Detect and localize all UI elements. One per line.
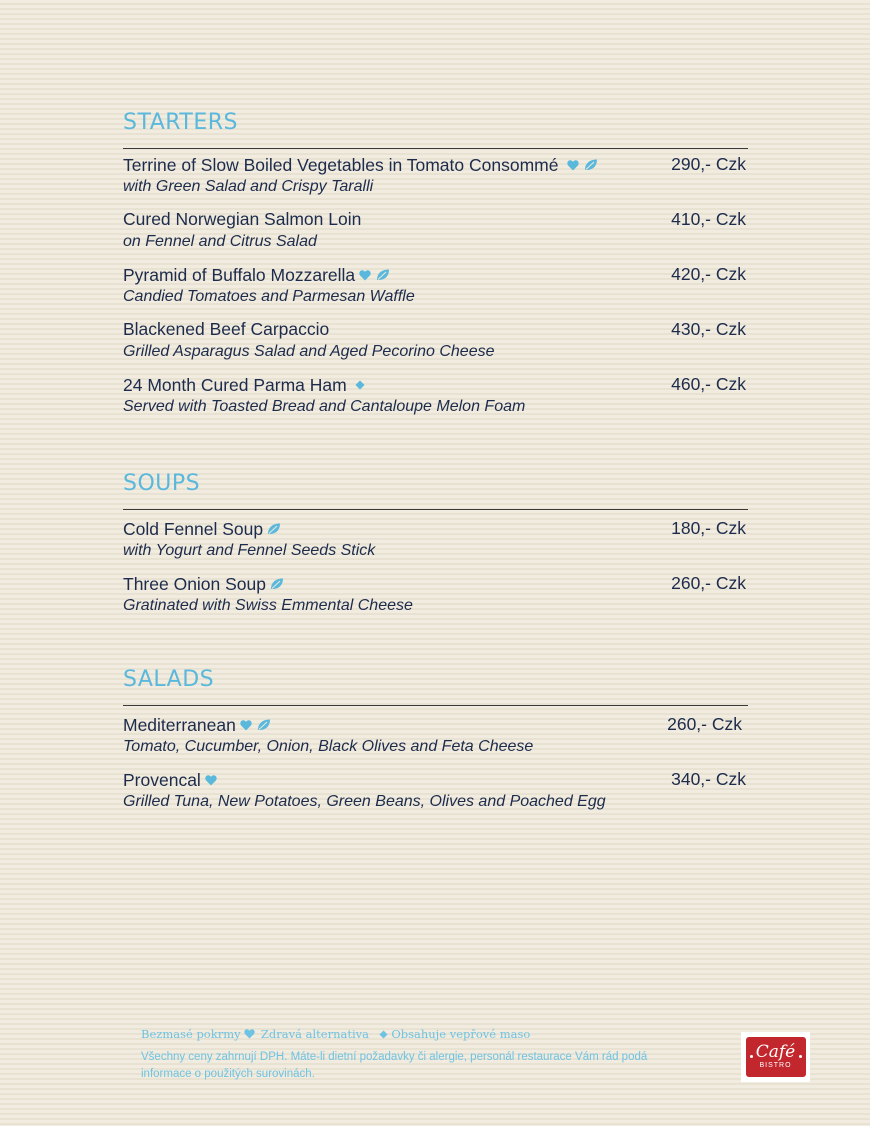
item-price: 260,- Czk (667, 714, 742, 734)
item-name-row (123, 373, 365, 396)
item-price: 340,- Czk (671, 769, 746, 789)
item-description: Candied Tomatoes and Parmesan Waffle (123, 288, 415, 305)
leaf-icon (267, 523, 281, 535)
item-name: Mediterranean (123, 715, 236, 735)
menu-item (123, 206, 748, 261)
item-name-row (123, 572, 284, 595)
item-name-row (123, 713, 271, 736)
heart-icon (567, 160, 579, 171)
legend-pork: Obsahuje vepřové maso (391, 1027, 531, 1041)
legend-healthy: Zdravá alternativa (260, 1027, 369, 1041)
menu-item (123, 316, 748, 371)
menu-item (123, 570, 748, 625)
menu-item (123, 515, 748, 570)
logo-dot-right (799, 1055, 802, 1058)
item-description: Gratinated with Swiss Emmental Cheese (123, 597, 413, 614)
item-name: Provencal (123, 770, 201, 790)
footer (141, 1025, 701, 1083)
item-name: 24 Month Cured Parma Ham (123, 375, 347, 395)
item-price: 260,- Czk (671, 573, 746, 593)
item-price: 180,- Czk (671, 518, 746, 538)
leaf-icon (376, 269, 390, 281)
allergy-notice: Všechny ceny zahrnují DPH. Máte-li dietní požadavky či alergie, personál restaurace Vám rád podá informace o použitých surovinách. (141, 1051, 648, 1080)
menu-item (123, 371, 748, 426)
menu-item (123, 711, 748, 766)
item-name-row (123, 153, 598, 176)
item-name-row (123, 263, 390, 286)
item-description: Tomato, Cucumber, Onion, Black Olives and Feta Cheese (123, 738, 534, 755)
logo-badge (746, 1037, 806, 1077)
section-soups (123, 469, 748, 625)
leaf-icon (270, 578, 284, 590)
item-price: 410,- Czk (671, 209, 746, 229)
diamond-icon (379, 1030, 388, 1039)
item-price: 290,- Czk (671, 154, 746, 174)
item-name: Blackened Beef Carpaccio (123, 319, 330, 339)
section-title: STARTERS (123, 110, 239, 135)
item-description: Grilled Asparagus Salad and Aged Pecorino Cheese (123, 343, 495, 360)
menu-item (123, 151, 748, 206)
menu-list (123, 151, 748, 426)
logo-dot-left (750, 1055, 753, 1058)
item-name: Three Onion Soup (123, 574, 267, 594)
item-name: Cold Fennel Soup (123, 519, 264, 539)
section-starters (123, 108, 748, 426)
menu-list (123, 711, 748, 821)
divider (123, 148, 748, 149)
item-description: on Fennel and Citrus Salad (123, 233, 317, 250)
item-price: 460,- Czk (671, 374, 746, 394)
logo-sub: BISTRO (759, 1062, 792, 1069)
cafe-bistro-logo (741, 1032, 810, 1082)
menu-item (123, 766, 748, 821)
item-name: Terrine of Slow Boiled Vegetables in Tomato Consommé (123, 155, 559, 175)
divider (123, 509, 748, 510)
item-name-row (123, 517, 281, 540)
leaf-icon (584, 159, 598, 171)
menu-list (123, 515, 748, 625)
item-description: Grilled Tuna, New Potatoes, Green Beans, Olives and Poached Egg (123, 793, 606, 810)
item-description: with Green Salad and Crispy Taralli (123, 178, 374, 195)
item-name: Pyramid of Buffalo Mozzarella (123, 265, 356, 285)
item-name: Cured Norwegian Salmon Loin (123, 209, 362, 229)
divider (123, 705, 748, 706)
item-name-row (123, 768, 217, 791)
heart-icon (205, 775, 217, 786)
item-price: 420,- Czk (671, 264, 746, 284)
legend (141, 1025, 701, 1042)
item-description: Served with Toasted Bread and Cantaloupe Melon Foam (123, 398, 526, 415)
leaf-icon (257, 719, 271, 731)
diamond-icon (355, 380, 365, 390)
section-title: SOUPS (123, 471, 201, 496)
heart-icon (244, 1029, 255, 1039)
logo-word: Café (755, 1042, 796, 1062)
section-title: SALADS (123, 667, 215, 692)
section-salads (123, 665, 748, 821)
menu-item (123, 261, 748, 316)
legend-meatless: Bezmasé pokrmy (141, 1027, 241, 1041)
item-description: with Yogurt and Fennel Seeds Stick (123, 542, 376, 559)
item-price: 430,- Czk (671, 319, 746, 339)
heart-icon (240, 720, 252, 731)
heart-icon (359, 270, 371, 281)
